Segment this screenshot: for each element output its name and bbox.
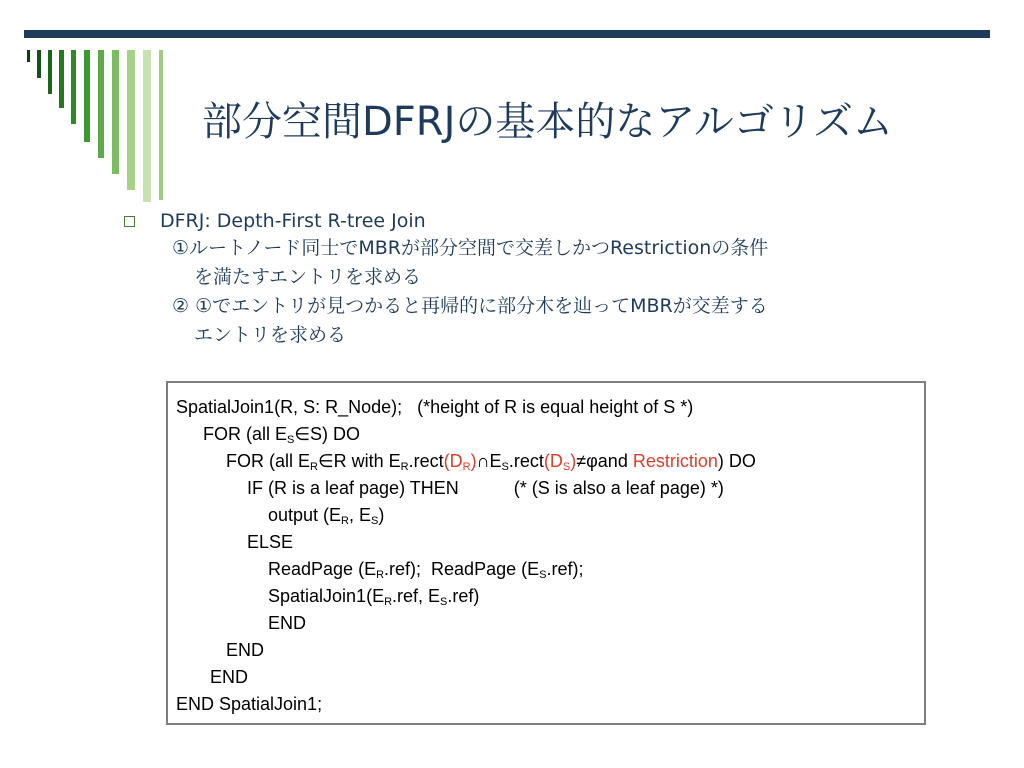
highlight-subscript: R [462, 461, 471, 473]
code-line-6 [176, 529, 924, 556]
decorative-stripes [0, 0, 180, 220]
code-text: END [210, 667, 249, 687]
code-text: .rect [408, 451, 444, 471]
code-text: SpatialJoin1(R, S: R_Node); (*height of R is equal height of S *) [176, 397, 694, 417]
code-text: ∈S) DO [294, 424, 361, 444]
pseudocode-box [166, 381, 926, 725]
subscript: R [384, 596, 393, 608]
bullet-item [124, 208, 964, 234]
subscript: S [440, 596, 448, 608]
code-line-11 [176, 664, 924, 691]
code-text: .ref); ReadPage (E [384, 559, 540, 579]
code-text: ∩E [476, 451, 502, 471]
highlight-text: (D [443, 451, 463, 471]
code-line-10 [176, 637, 924, 664]
code-line-9 [176, 610, 924, 637]
code-text: ELSE [247, 532, 294, 552]
code-text: .rect [508, 451, 544, 471]
code-text: , E [349, 505, 372, 525]
sub-item-1: ①ルートノード同士でMBRが部分空間で交差しかつRestrictionの条件 [172, 237, 769, 259]
sub-item-2-cont: エントリを求める [194, 324, 347, 346]
subscript: S [287, 434, 295, 446]
code-text: output (E [268, 505, 342, 525]
subscript: R [341, 515, 349, 527]
code-line-2 [176, 421, 924, 448]
code-text: .ref, E [392, 586, 441, 606]
sub-item-2: ② ①でエントリが見つかると再帰的に部分木を辿ってMBRが交差する [172, 295, 768, 317]
subscript: S [539, 569, 547, 581]
code-text: IF (R is a leaf page) THEN (* (S is also a leaf page) *) [247, 478, 724, 498]
code-text: FOR (all E [226, 451, 311, 471]
code-line-4 [176, 475, 924, 502]
code-text: ) [378, 505, 385, 525]
code-text: END [226, 640, 265, 660]
highlight-text: ) [470, 451, 477, 471]
subscript: R [376, 569, 385, 581]
code-text: SpatialJoin1(E [268, 586, 385, 606]
code-text: END [268, 613, 307, 633]
highlight-text: (D [543, 451, 563, 471]
subscript: R [400, 461, 409, 473]
slide-title: 部分空間DFRJの基本的なアルゴリズム [202, 99, 893, 145]
code-text: .ref) [447, 586, 480, 606]
code-text: END SpatialJoin1; [176, 694, 323, 714]
subscript: S [501, 461, 509, 473]
square-bullet-icon [124, 216, 135, 227]
sub-item-1-cont: を満たすエントリを求める [194, 266, 422, 288]
code-line-8 [176, 583, 924, 610]
highlight-text: ) [570, 451, 577, 471]
code-line-1 [176, 394, 924, 421]
code-text: ∈R with E [317, 451, 401, 471]
subscript: S [371, 515, 379, 527]
code-text: ) DO [717, 451, 756, 471]
code-line-3 [176, 448, 924, 475]
subscript: R [310, 461, 318, 473]
bullet-list [124, 208, 964, 350]
code-text: ReadPage (E [268, 559, 377, 579]
code-text: ≠φand [576, 451, 633, 471]
highlight-subscript: S [562, 461, 571, 473]
code-line-12 [176, 691, 924, 718]
bullet-text: DFRJ: Depth-First R-tree Join [160, 210, 426, 232]
code-line-5 [176, 502, 924, 529]
code-text: FOR (all E [203, 424, 288, 444]
restriction-highlight: Restriction [632, 451, 718, 471]
code-text: .ref); [546, 559, 584, 579]
code-line-7 [176, 556, 924, 583]
